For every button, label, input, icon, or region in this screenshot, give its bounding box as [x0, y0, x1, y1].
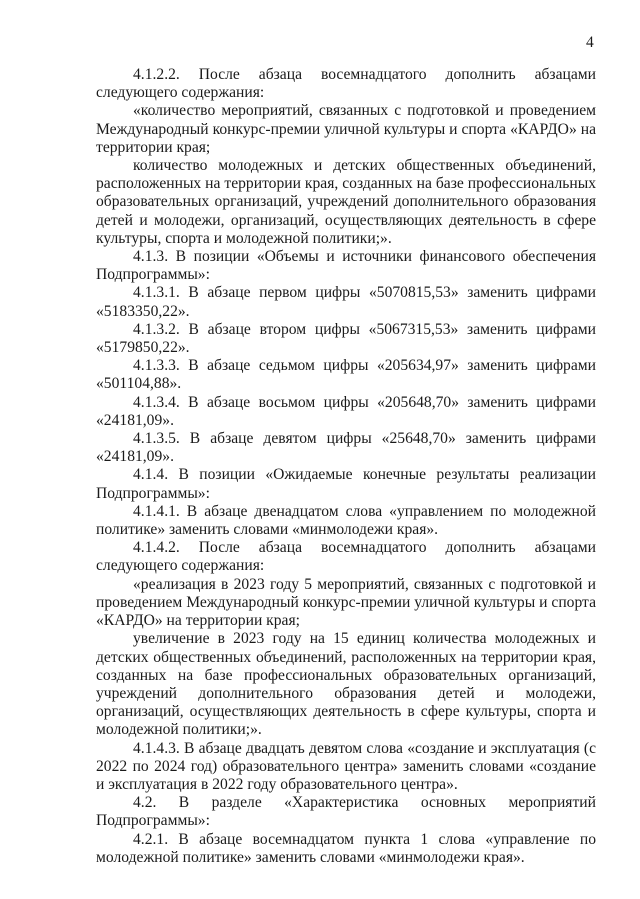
paragraph-quote-2023-events: «реализация в 2023 году 5 мероприятий, связанных с подготовкой и проведением Международный конкурс-премии уличной культуры и спорта «КАРДО» на территории края;	[96, 575, 596, 630]
paragraph-4-1-3-4: 4.1.3.4. В абзаце восьмом цифры «205648,70» заменить цифрами «24181,09».	[96, 393, 596, 429]
paragraph-4-2: 4.2. В разделе «Характеристика основных мероприятий Подпрограммы»:	[96, 794, 596, 830]
paragraph-4-1-4: 4.1.4. В позиции «Ожидаемые конечные результаты реализации Подпрограммы»:	[96, 466, 596, 502]
paragraph-4-1-3-2: 4.1.3.2. В абзаце втором цифры «5067315,53» заменить цифрами «5179850,22».	[96, 320, 596, 357]
paragraph-4-1-4-2: 4.1.4.2. После абзаца восемнадцатого дополнить абзацами следующего содержания:	[96, 539, 596, 575]
paragraph-4-1-3-1: 4.1.3.1. В абзаце первом цифры «5070815,53» заменить цифрами «5183350,22».	[96, 284, 596, 320]
paragraph-4-1-3-5: 4.1.3.5. В абзаце девятом цифры «25648,70» заменить цифрами «24181,09».	[96, 430, 596, 466]
page-number: 4	[586, 34, 594, 51]
paragraph-2023-increase: увеличение в 2023 году на 15 единиц количества молодежных и детских общественных объединений, расположенных на территории края, созданных на базе профессиональных образовательных организаций, учреждений дополнительного образования детей и молодежи, организаций, осуществляющих деятельность в сфере культуры, спорта и молодежной политики;».	[96, 630, 596, 739]
paragraph-4-1-3: 4.1.3. В позиции «Объемы и источники финансового обеспечения Подпрограммы»:	[96, 248, 596, 284]
paragraph-quote-events-count: «количество мероприятий, связанных с подготовкой и проведением Международный конкурс-премии уличной культуры и спорта «КАРДО» на территории края;	[96, 102, 596, 156]
paragraph-4-1-4-3: 4.1.4.3. В абзаце двадцать девятом слова «создание и эксплуатация (с 2022 по 2024 год) образовательного центра» заменить словами «создание и эксплуатация в 2022 году образовательного центра».	[96, 739, 596, 793]
paragraph-associations-count: количество молодежных и детских общественных объединений, расположенных на территории края, созданных на базе профессиональных образовательных организаций, учреждений дополнительного образования детей и молодежи, организаций, осуществляющих деятельность в сфере культуры, спорта и молодежной политики;».	[96, 157, 596, 247]
paragraph-4-2-1: 4.2.1. В абзаце восемнадцатом пункта 1 слова «управление по молодежной политике» заменить словами «минмолодежи края».	[96, 830, 596, 866]
paragraph-4-1-2-2: 4.1.2.2. После абзаца восемнадцатого дополнить абзацами следующего содержания:	[96, 66, 596, 102]
paragraph-4-1-4-1: 4.1.4.1. В абзаце двенадцатом слова «управлением по молодежной политике» заменить словами «минмолодежи края».	[96, 502, 596, 539]
paragraph-4-1-3-3: 4.1.3.3. В абзаце седьмом цифры «205634,97» заменить цифрами «501104,88».	[96, 357, 596, 393]
document-body	[96, 66, 596, 867]
